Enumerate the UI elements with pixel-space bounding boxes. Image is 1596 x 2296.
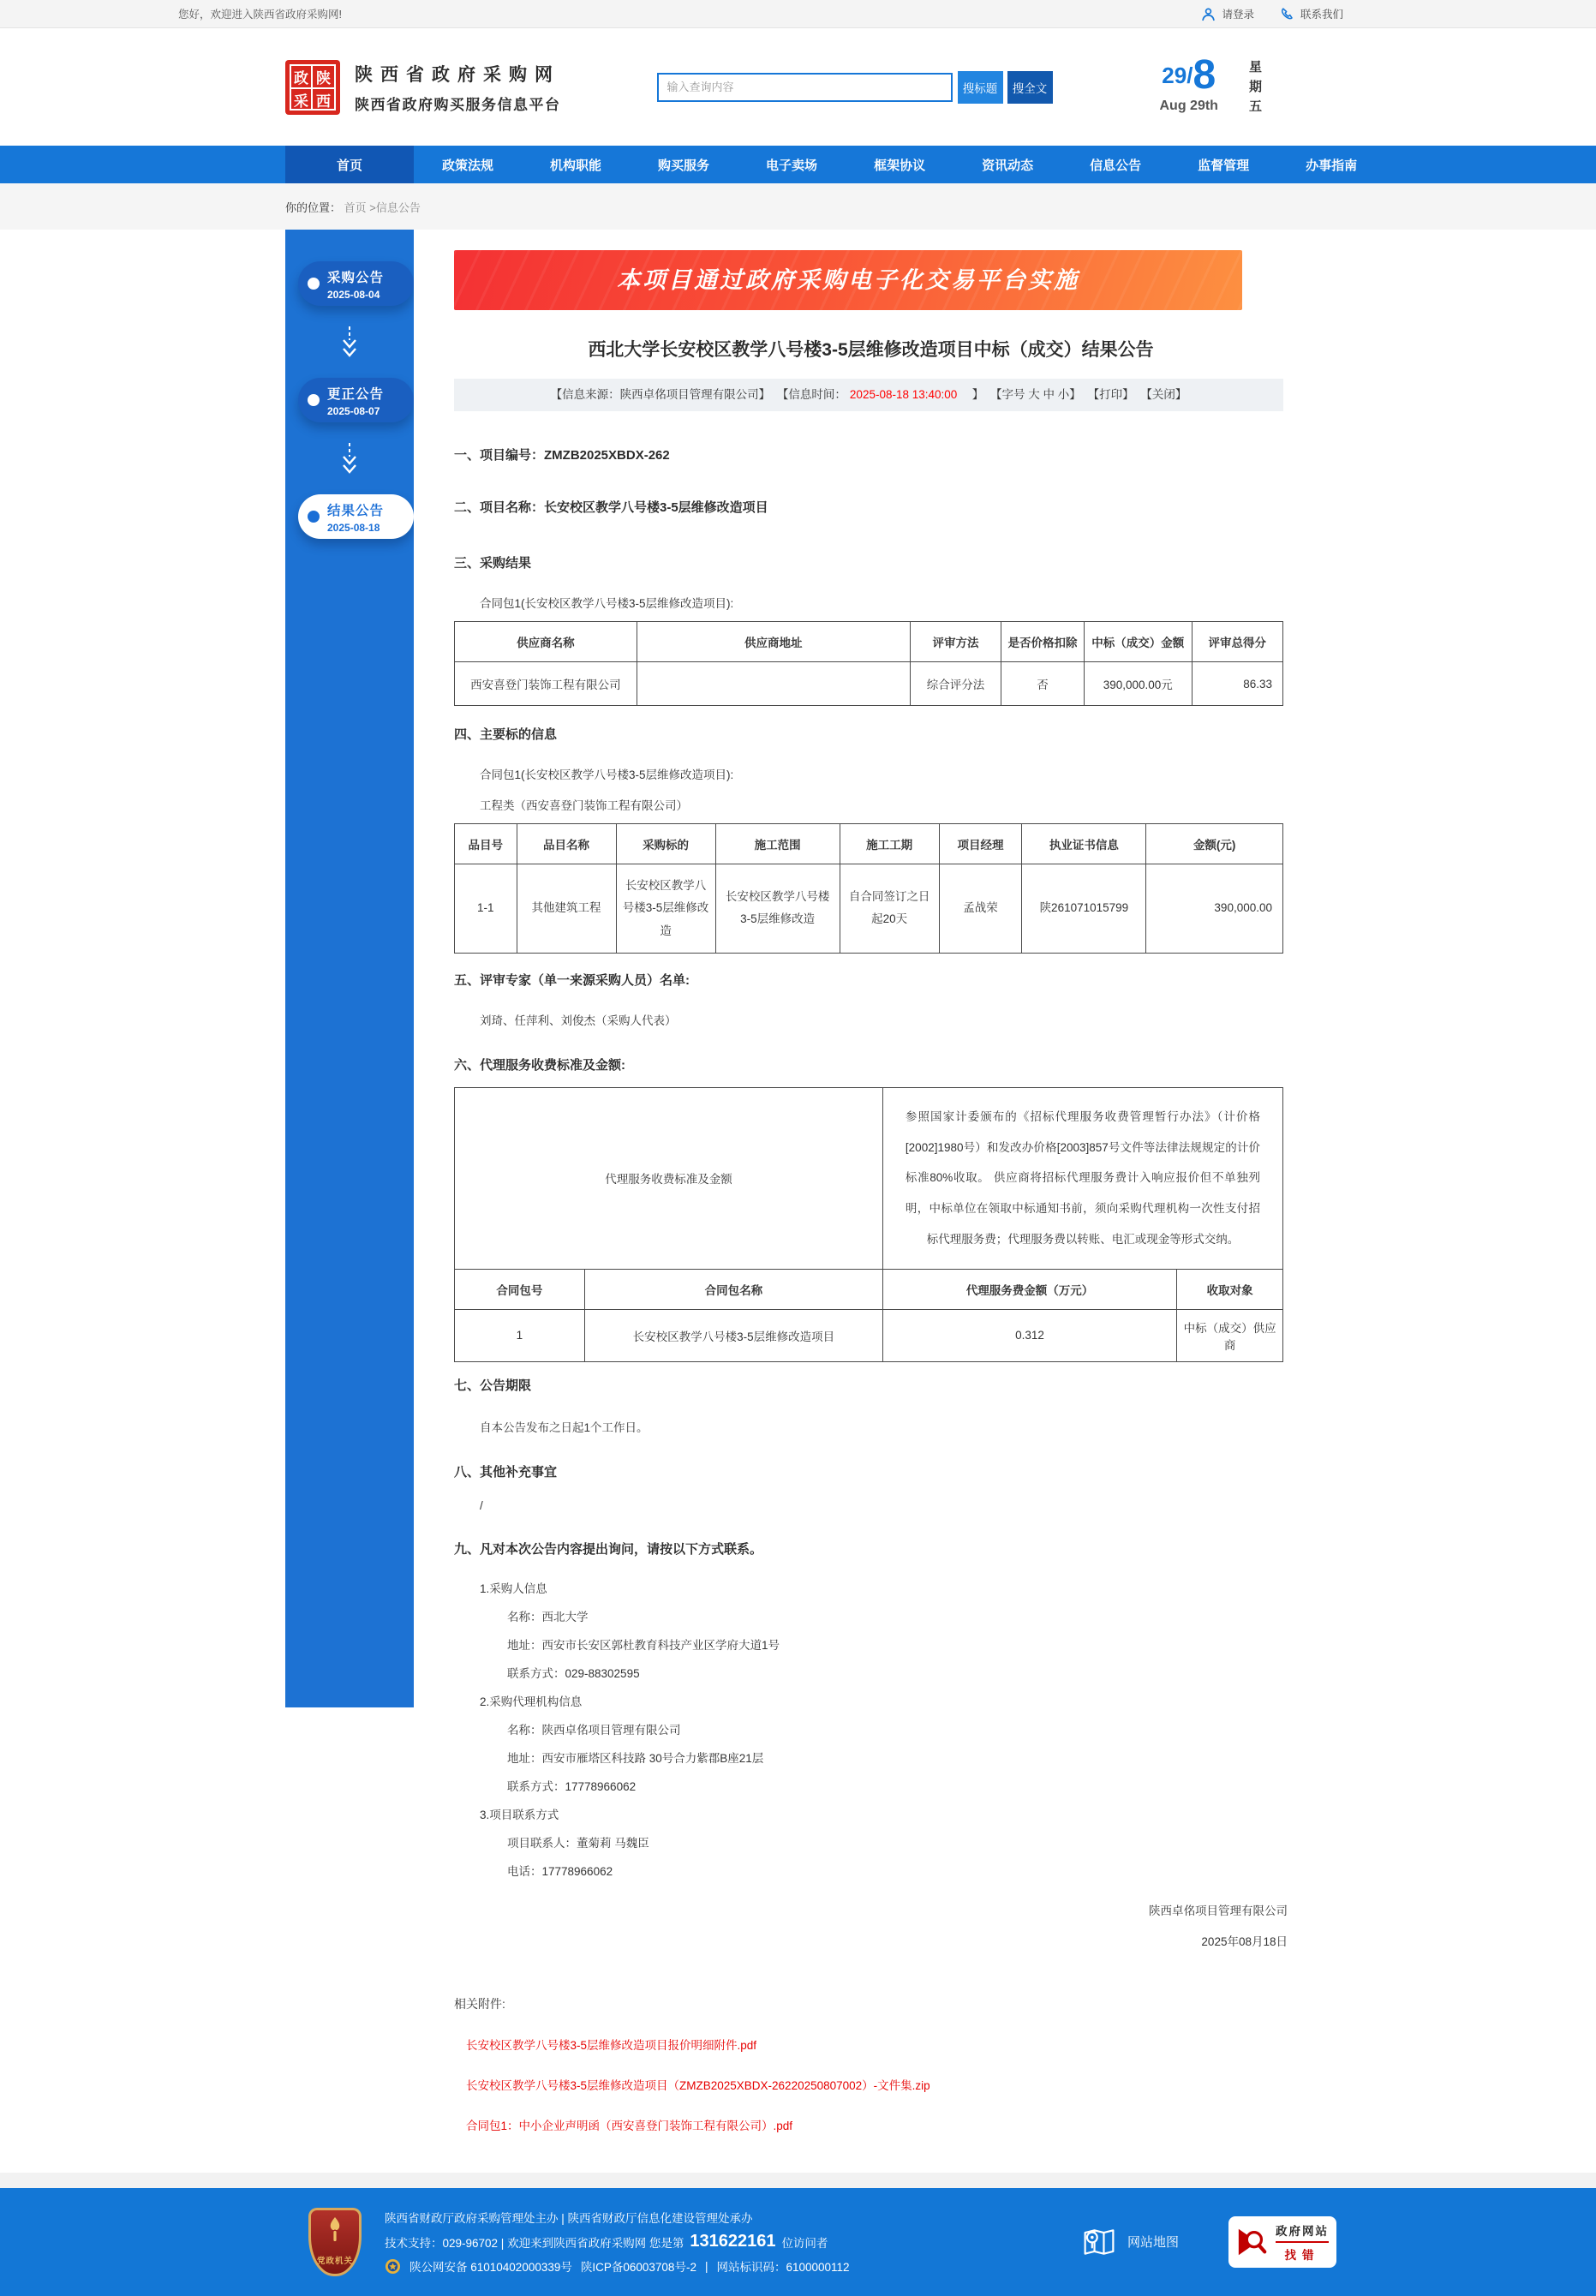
- nav-item-functions[interactable]: 机构职能: [550, 158, 602, 173]
- nav-item-news[interactable]: 资讯动态: [982, 158, 1034, 173]
- breadcrumb-home[interactable]: 首页: [344, 200, 367, 214]
- section-notice-period: 七、公告期限: [454, 1378, 532, 1393]
- police-badge-icon: [385, 2258, 401, 2275]
- main-nav: [0, 146, 1596, 183]
- contact-line: 2.采购代理机构信息: [480, 1695, 583, 1708]
- contract-package-line: 合同包1(长安校区教学八号楼3-5层维修改造项目):: [480, 768, 734, 781]
- attachment-link-sme-declaration-pdf[interactable]: 合同包1：中小企业声明函（西安喜登门装饰工程有限公司）.pdf: [466, 2119, 793, 2132]
- timeline-dot: [308, 278, 320, 290]
- error-finder-icon: [1236, 2226, 1269, 2258]
- attachment-link-file-set-zip[interactable]: 长安校区教学八号楼3-5层维修改造项目（ZMZB2025XBDX-26220250807002）-文件集.zip: [466, 2078, 930, 2092]
- info-time: 2025-08-18 13:40:00: [849, 388, 958, 401]
- platform-banner: 本项目通过政府采购电子化交易平台实施: [454, 250, 1242, 310]
- site-footer: [0, 2188, 1596, 2296]
- section-agency-fee: 六、代理服务收费标准及金额:: [454, 1057, 625, 1073]
- agency-fee-desc-cell: 参照国家计委颁布的《招标代理服务收费管理暂行办法》（计价格[2002]1980号）和发改办价格[2003]857号文件等法律法规规定的计价标准80%收取。 供应商将招标代理服务费计入响应报价但不单独列明，中标单位在领取中标通知书前，须向采购代理机构一次性支付招标代理服务费；代理服务费以转账、电汇或现金等形式交纳。: [882, 1087, 1282, 1269]
- fontsize-controls[interactable]: 【字号 大 中 小】: [990, 388, 1081, 401]
- icp-record[interactable]: 陕ICP备06003708号-2: [580, 2261, 696, 2275]
- section-other-matters: 八、其他补充事宜: [454, 1464, 558, 1480]
- close-button[interactable]: 【关闭】: [1140, 388, 1187, 401]
- signature-block: [454, 1896, 1288, 1958]
- nav-item-home[interactable]: 首页: [285, 146, 414, 183]
- table-row: 1-1 其他建筑工程 长安校区教学八号楼3-5层维修改造 长安校区教学八号楼3-5层维修改造 自合同签订之日起20天 孟战荣 陕261071015799 390,000.00: [455, 864, 1283, 954]
- footer-divider: [0, 2173, 1596, 2188]
- topbar: [0, 0, 1596, 28]
- agency-fee-label-cell: 代理服务收费标准及金额: [455, 1087, 883, 1269]
- table-row: [455, 1087, 1283, 1269]
- result-table: [454, 621, 1283, 706]
- contact-line: 联系方式：029-88302595: [507, 1666, 640, 1680]
- search-bar: [657, 71, 1053, 104]
- table-header-row: 合同包号 合同包名称 代理服务费金额（万元） 收取对象: [455, 1269, 1283, 1309]
- site-title: 陕西省政府采购网: [355, 64, 560, 85]
- bid-detail-table: [454, 823, 1283, 954]
- page-title: 西北大学长安校区教学八号楼3-5层维修改造项目中标（成交）结果公告: [588, 340, 1154, 360]
- notice-period-text: 自本公告发布之日起1个工作日。: [480, 1420, 649, 1434]
- signature-company: 陕西卓佲项目管理有限公司: [1149, 1904, 1288, 1917]
- contact-line: 1.采购人信息: [480, 1581, 547, 1595]
- experts-names: 刘琦、任萍利、刘俊杰（采购人代表）: [480, 1013, 677, 1027]
- agency-fee-table: [454, 1087, 1283, 1362]
- footer-organizer-line: 陕西省财政厅政府采购管理处主办 | 陕西省财政厅信息化建设管理处承办: [385, 2212, 753, 2226]
- contact-line: 项目联系人：董菊莉 马魏臣: [507, 1836, 649, 1850]
- sidebar-item-correction-notice[interactable]: 更正公告 2025-08-07: [298, 378, 414, 422]
- section-procurement-result: 三、采购结果: [454, 556, 532, 571]
- search-title-button[interactable]: 搜标题: [958, 71, 1003, 104]
- welcome-text: 您好，欢迎进入陕西省政府采购网!: [178, 9, 342, 21]
- phone-icon: [1280, 7, 1294, 21]
- article-meta-bar: 【信息来源：陕西卓佲项目管理有限公司】 【信息时间： 2025-08-18 13:40:00 】 【字号 大 中 小】 【打印】 【关闭】: [454, 379, 1283, 411]
- timeline-dot: [308, 394, 320, 406]
- announcement-timeline-sidebar: [285, 230, 414, 1707]
- table-header-row: 品目号 品目名称 采购标的 施工范围 施工工期 项目经理 执业证书信息 金额(元): [455, 824, 1283, 864]
- bid-category-line: 工程类（西安喜登门装饰工程有限公司）: [480, 799, 688, 812]
- party-gov-badge-icon: 党政机关: [308, 2208, 362, 2276]
- gov-site-error-report-widget[interactable]: 政府网站 找错: [1228, 2216, 1336, 2268]
- contact-link[interactable]: 联系我们: [1280, 6, 1343, 21]
- search-input[interactable]: [657, 73, 953, 102]
- contact-line: 联系方式：17778966062: [507, 1779, 637, 1793]
- site-identifier-code: 网站标识码：6100000112: [716, 2261, 850, 2275]
- footer-license-line: 陕公网安备 61010402000339号 陕ICP备06003708号-2 | 网站标识码：6100000112: [385, 2257, 850, 2275]
- date-english: Aug 29th: [1159, 99, 1218, 113]
- contact-line: 3.项目联系方式: [480, 1808, 559, 1821]
- contact-line: 名称：西北大学: [507, 1610, 589, 1623]
- nav-item-framework[interactable]: 框架协议: [874, 158, 926, 173]
- public-security-record[interactable]: 陕公网安备 61010402000339号: [409, 2261, 572, 2275]
- nav-item-guide[interactable]: 办事指南: [1306, 158, 1358, 173]
- user-icon: [1201, 7, 1216, 21]
- flow-arrow-icon: [285, 325, 414, 359]
- contact-block: [454, 1575, 1288, 1886]
- contact-line: 电话：17778966062: [507, 1864, 613, 1878]
- flow-arrow-icon: [285, 441, 414, 475]
- contact-line: 地址：西安市长安区郭杜教育科技产业区学府大道1号: [507, 1638, 780, 1652]
- table-row: 西安喜登门装饰工程有限公司 综合评分法 否 390,000.00元 86.33: [455, 662, 1283, 706]
- sitemap-link[interactable]: 网站地图: [1082, 2225, 1179, 2259]
- section-main-bid-info: 四、主要标的信息: [454, 727, 558, 742]
- torch-emblem-icon: [324, 2215, 346, 2245]
- map-icon: [1082, 2225, 1116, 2259]
- nav-item-emall[interactable]: 电子卖场: [766, 158, 818, 173]
- login-link[interactable]: 请登录: [1201, 6, 1254, 21]
- table-header-row: 供应商名称 供应商地址 评审方法 是否价格扣除 中标（成交）金额 评审总得分: [455, 622, 1283, 662]
- contract-package-line: 合同包1(长安校区教学八号楼3-5层维修改造项目):: [480, 597, 734, 610]
- contact-line: 名称：陕西卓佲项目管理有限公司: [507, 1723, 681, 1737]
- print-button[interactable]: 【打印】: [1087, 388, 1134, 401]
- attachments-heading: 相关附件:: [454, 1996, 505, 2011]
- section-project-name: 二、项目名称：长安校区教学八号楼3-5层维修改造项目: [454, 500, 768, 515]
- other-matters-text: /: [480, 1498, 483, 1512]
- section-experts: 五、评审专家（单一来源采购人员）名单:: [454, 972, 690, 988]
- site-logo[interactable]: 政 陕 采 西: [285, 60, 340, 115]
- info-source: 【信息来源：陕西卓佲项目管理有限公司】: [550, 388, 771, 401]
- section-inquiries: 九、凡对本次公告内容提出询问，请按以下方式联系。: [454, 1541, 763, 1557]
- nav-item-purchase-services[interactable]: 购买服务: [658, 158, 710, 173]
- sidebar-item-result-notice[interactable]: 结果公告 2025-08-18: [298, 494, 414, 539]
- breadcrumb-current[interactable]: >信息公告: [369, 200, 421, 214]
- date-widget: 29 / 8 Aug 29th 星期五: [1159, 52, 1262, 119]
- site-subtitle: 陕西省政府购买服务信息平台: [355, 96, 561, 113]
- breadcrumb-band: [0, 183, 1596, 230]
- nav-item-supervision[interactable]: 监督管理: [1198, 158, 1250, 173]
- visitor-count: 131622161: [690, 2232, 776, 2251]
- breadcrumb: 你的位置： 首页 >信息公告: [285, 200, 421, 214]
- sidebar-item-procurement-notice[interactable]: 采购公告 2025-08-04: [298, 261, 414, 306]
- article-content: [414, 230, 1328, 2173]
- site-header: [0, 28, 1596, 146]
- weekday-label: 星期五: [1246, 60, 1262, 119]
- nav-item-announcements[interactable]: 信息公告: [1090, 158, 1142, 173]
- timeline-dot: [308, 511, 320, 523]
- section-project-number: 一、项目编号：ZMZB2025XBDX-262: [454, 448, 670, 463]
- footer-visitor-line: 技术支持：029-96702 | 欢迎来到陕西省政府采购网 您是第 131622161 位访问者: [385, 2232, 828, 2251]
- nav-item-policies[interactable]: 政策法规: [442, 158, 494, 173]
- table-row: 1 长安校区教学八号楼3-5层维修改造项目 0.312 中标（成交）供应商: [455, 1309, 1283, 1361]
- search-fulltext-button[interactable]: 搜全文: [1007, 71, 1053, 104]
- signature-date: 2025年08月18日: [1201, 1934, 1288, 1948]
- attachment-link-quote-details-pdf[interactable]: 长安校区教学八号楼3-5层维修改造项目报价明细附件.pdf: [466, 2038, 757, 2052]
- contact-line: 地址：西安市雁塔区科技路 30号合力紫郡B座21层: [507, 1751, 764, 1765]
